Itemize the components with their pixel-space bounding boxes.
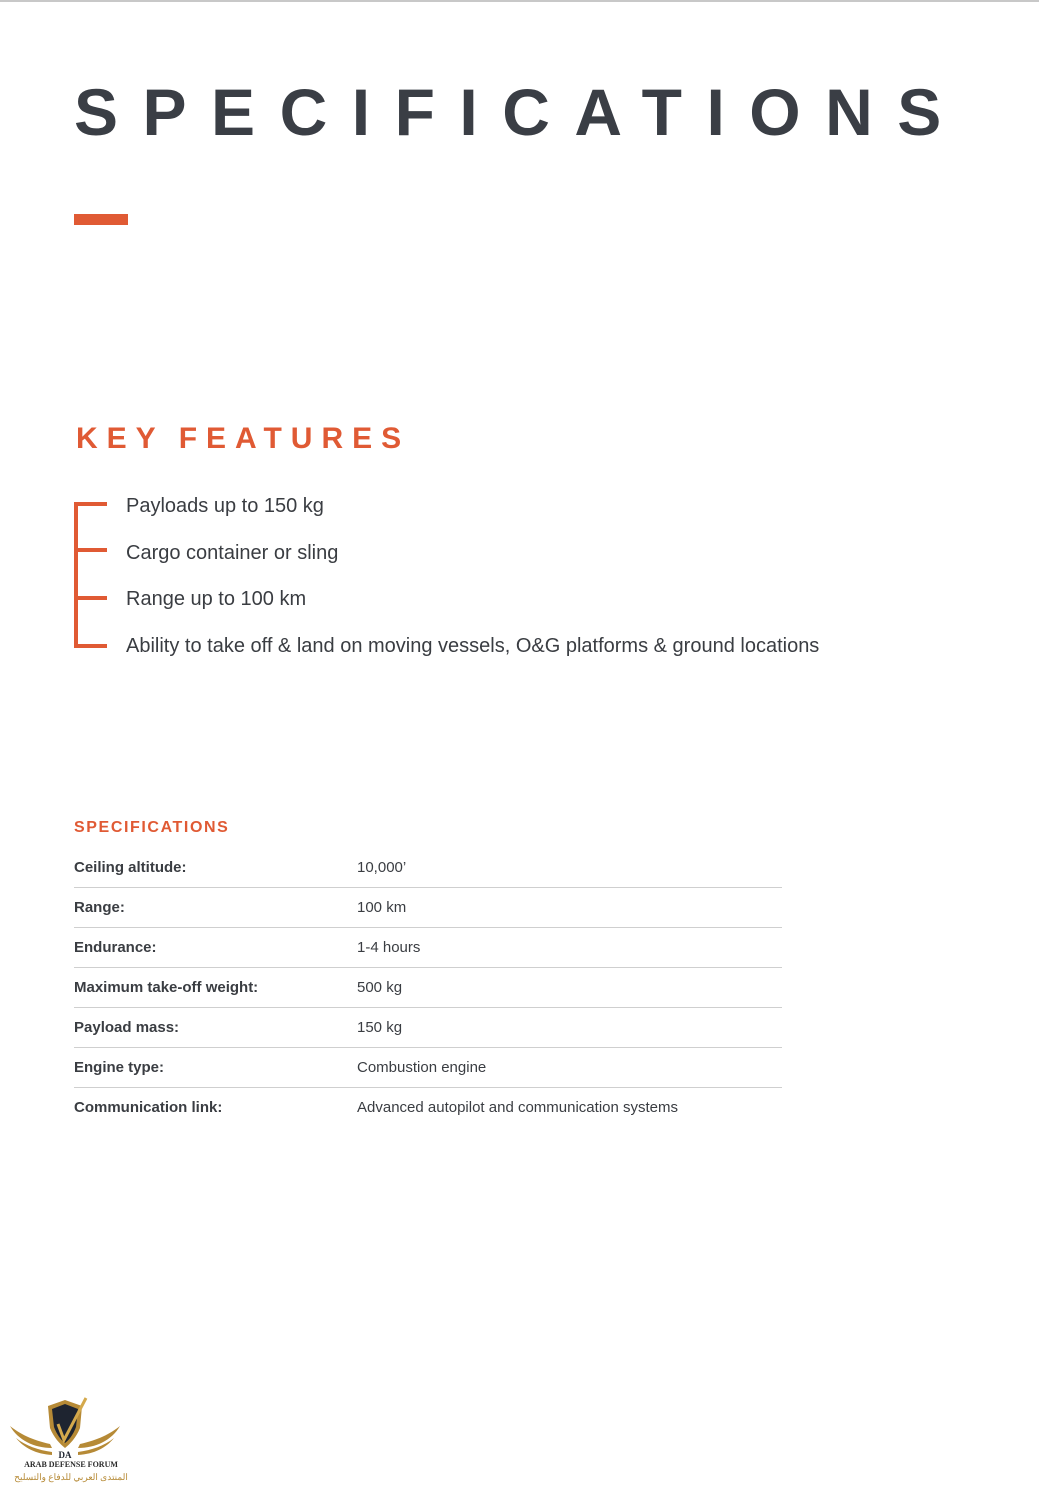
table-row <box>74 1008 782 1048</box>
key-features-heading-word2: FEATURES <box>178 422 411 455</box>
features-bracket-line <box>74 502 78 648</box>
spec-label: Payload mass: <box>74 1019 180 1036</box>
spec-value: 150 kg <box>357 1019 403 1036</box>
key-features-heading <box>76 420 410 458</box>
feature-item-payloads: Payloads up to 150 kg <box>126 495 324 517</box>
table-row <box>74 848 782 888</box>
feature-item-landing: Ability to take off & land on moving vessels, O&G platforms & ground locations <box>126 635 820 657</box>
eagle-shield-icon <box>6 1396 124 1460</box>
spec-value: 10,000’ <box>357 859 407 876</box>
spec-value: Combustion engine <box>357 1059 487 1076</box>
logo-name-arabic: المنتدى العربي للدفاع والتسليح <box>14 1472 128 1482</box>
spec-label: Engine type: <box>74 1059 165 1076</box>
top-border-line <box>0 0 1039 2</box>
key-features-heading-word1: KEY <box>76 422 165 455</box>
features-bracket-tick <box>74 502 107 506</box>
watermark-logo <box>6 1396 128 1486</box>
spec-value: Advanced autopilot and communication systems <box>357 1099 679 1116</box>
table-row <box>74 928 782 968</box>
spec-value: 100 km <box>357 899 407 916</box>
features-bracket-tick <box>74 644 107 648</box>
logo-monogram: DA <box>58 1450 72 1460</box>
spec-label: Maximum take-off weight: <box>74 979 259 996</box>
features-bracket-tick <box>74 548 107 552</box>
spec-label: Ceiling altitude: <box>74 859 187 876</box>
specifications-heading: SPECIFICATIONS <box>74 819 230 836</box>
logo-name-english: ARAB DEFENSE FORUM <box>24 1460 118 1469</box>
spec-value: 1-4 hours <box>357 939 421 956</box>
feature-item-range: Range up to 100 km <box>126 588 307 610</box>
title-accent-bar <box>74 214 128 225</box>
table-row <box>74 888 782 928</box>
table-row <box>74 1088 782 1128</box>
spec-label: Range: <box>74 899 125 916</box>
specifications-table <box>74 848 782 1128</box>
table-row <box>74 1048 782 1088</box>
feature-item-cargo: Cargo container or sling <box>126 542 339 564</box>
features-bracket-tick <box>74 596 107 600</box>
table-row <box>74 968 782 1008</box>
spec-label: Endurance: <box>74 939 157 956</box>
spec-label: Communication link: <box>74 1099 223 1116</box>
page-title: SPECIFICATIONS <box>74 75 966 149</box>
spec-value: 500 kg <box>357 979 403 996</box>
